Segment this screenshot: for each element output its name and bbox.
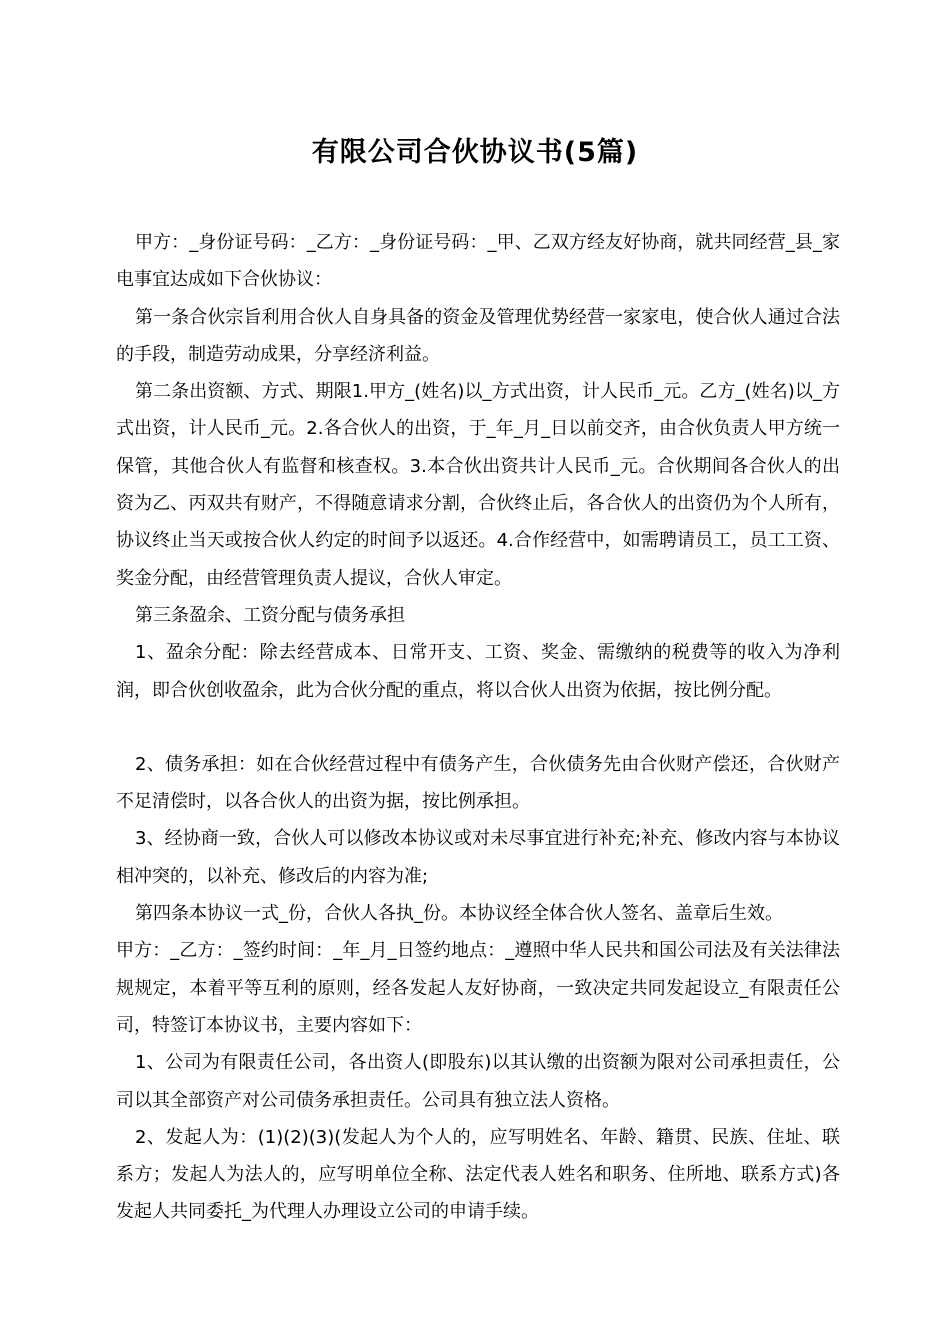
paragraph-profit-distribution: 1、盈余分配：除去经营成本、日常开支、工资、奖金、需缴纳的税费等的收入为净利润，即合伙创收盈余，此为合伙分配的重点，将以合伙人出资为依据，按比例分配。	[116, 642, 840, 701]
paragraph-debt-bearing: 2、债务承担：如在合伙经营过程中有债务产生，合伙债务先由合伙财产偿还，合伙财产不足清偿时，以各合伙人的出资为据，按比例承担。	[116, 753, 840, 813]
paragraph-signing-info: 甲方：_乙方：_签约时间：_年_月_日签约地点：_遵照中华人民共和国公司法及有关法律法规规定，本着平等互利的原则，经各发起人友好协商，一致决定共同发起设立_有限责任公司，特签订本协议书，主要内容如下：	[116, 940, 840, 1036]
paragraph-amendment: 3、经协商一致，合伙人可以修改本协议或对未尽事宜进行补充;补充、修改内容与本协议相冲突的，以补充、修改后的内容为准;	[116, 828, 840, 887]
document-body	[116, 224, 840, 1231]
paragraph-article-4: 第四条本协议一式_份，合伙人各执_份。本协议经全体合伙人签名、盖章后生效。	[135, 903, 783, 925]
paragraph-parties: 甲方：_身份证号码：_乙方：_身份证号码：_甲、乙双方经友好协商，就共同经营_县_家电事宜达成如下合伙协议：	[116, 232, 840, 291]
paragraph-founders: 2、发起人为：(1)(2)(3)(发起人为个人的，应写明姓名、年龄、籍贯、民族、住址、联系方；发起人为法人的，应写明单位全称、法定代表人姓名和职务、住所地、联系方式)各发起人共同委托_为代理人办理设立公司的申请手续。	[116, 1126, 840, 1223]
paragraph-article-3-heading: 第三条盈余、工资分配与债务承担	[135, 604, 405, 626]
paragraph-article-2: 第二条出资额、方式、期限1.甲方_(姓名)以_方式出资，计人民币_元。乙方_(姓名)以_方式出资，计人民币_元。2.各合伙人的出资，于_年_月_日以前交齐，由合伙负责人甲方统一保管，其他合伙人有监督和核查权。3.本合伙出资共计人民币_元。合伙期间各合伙人的出资为乙、丙双共有财产，不得随意请求分割，合伙终止后，各合伙人的出资仍为个人所有，协议终止当天或按合伙人约定的时间予以返还。4.合作经营中，如需聘请员工，员工工资、奖金分配，由经营管理负责人提议，合伙人审定。	[116, 381, 840, 589]
document-title: 有限公司合伙协议书(5篇)	[311, 137, 639, 168]
paragraph-company-liability: 1、公司为有限责任公司，各出资人(即股东)以其认缴的出资额为限对公司承担责任，公司以其全部资产对公司债务承担责任。公司具有独立法人资格。	[116, 1052, 840, 1111]
paragraph-article-1: 第一条合伙宗旨利用合伙人自身具备的资金及管理优势经营一家家电，使合伙人通过合法的手段，制造劳动成果，分享经济利益。	[116, 306, 840, 365]
